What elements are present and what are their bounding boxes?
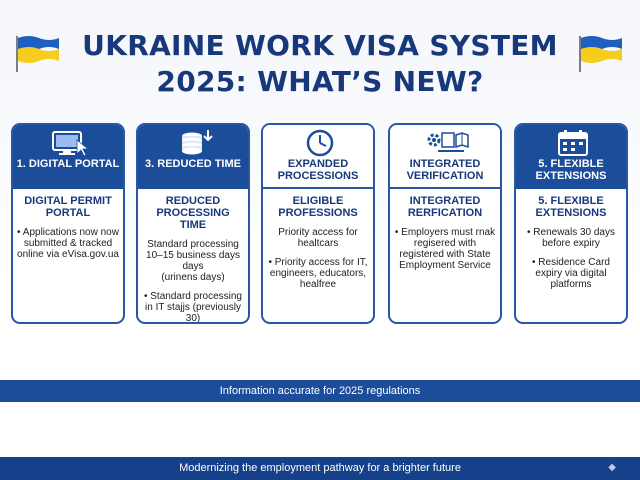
card-header [138, 125, 248, 189]
computer-cursor-icon [13, 128, 125, 158]
card-title: INTEGRATED VERIFICATION [406, 158, 484, 182]
card-title: 1. DIGITAL PORTAL [16, 158, 120, 170]
card-subtitle: ELIGIBLE PROFESSIONS [278, 195, 358, 219]
gear-book-icon [390, 128, 502, 158]
card-flexible-extensions [514, 123, 628, 324]
card-bullet: • Renewals 30 days before expiry [520, 227, 622, 249]
card-digital-portal [11, 123, 125, 324]
card-bullet: • Applications now now submitted & tracked online via eVisa.gov.ua [17, 227, 119, 260]
coin-stack-icon [138, 128, 250, 158]
card-header [516, 125, 626, 189]
card-title: EXPANDED PROCESSIONS [277, 158, 359, 182]
card-expanded-professions [261, 123, 375, 324]
card-bullet: • Priority access for IT, engineers, educators, healfree [267, 257, 369, 290]
card-text: (urinens days) [161, 272, 225, 283]
card-subtitle: INTEGRATED RERFICATION [407, 195, 483, 219]
card-reduced-time [136, 123, 250, 324]
title-line-2: 2025: WHAT’S NEW? [156, 65, 484, 98]
clock-icon [263, 128, 375, 158]
card-bullet: • Standard processing in IT stаjjs (previously 30) [142, 291, 244, 324]
footer-bar: Modernizing the employment pathway for a brighter future [0, 457, 640, 480]
card-integrated-verification [388, 123, 502, 324]
card-subtitle: REDUCED PROCESSING TIME [156, 195, 230, 231]
diamond-icon: ◆ [608, 462, 616, 473]
info-bar: Information accurate for 2025 regulations [0, 380, 640, 402]
card-header [390, 125, 500, 189]
calendar-icon [516, 128, 628, 158]
card-bullet: • Employers must rnak regisered with registered with State Employment Service [394, 227, 496, 271]
card-header [13, 125, 123, 189]
card-text: Standard processing 10–15 business days days [146, 239, 240, 272]
card-title: 5. FLEXIBLE EXTENSIONS [535, 158, 607, 182]
card-header [263, 125, 373, 189]
card-text: Priority access for healtсars [278, 227, 358, 249]
card-subtitle: 5. FLEXIBLE EXTENSIONS [535, 195, 607, 219]
page-title [0, 28, 640, 100]
card-bullet: • Residence Card expiry via digital platforms [520, 257, 622, 290]
card-subtitle: DIGITAL PERMIT PORTAL [24, 195, 112, 219]
card-title: 3. REDUCED TIME [145, 158, 241, 170]
title-line-1: UKRAINE WORK VISA SYSTEM [82, 29, 558, 62]
